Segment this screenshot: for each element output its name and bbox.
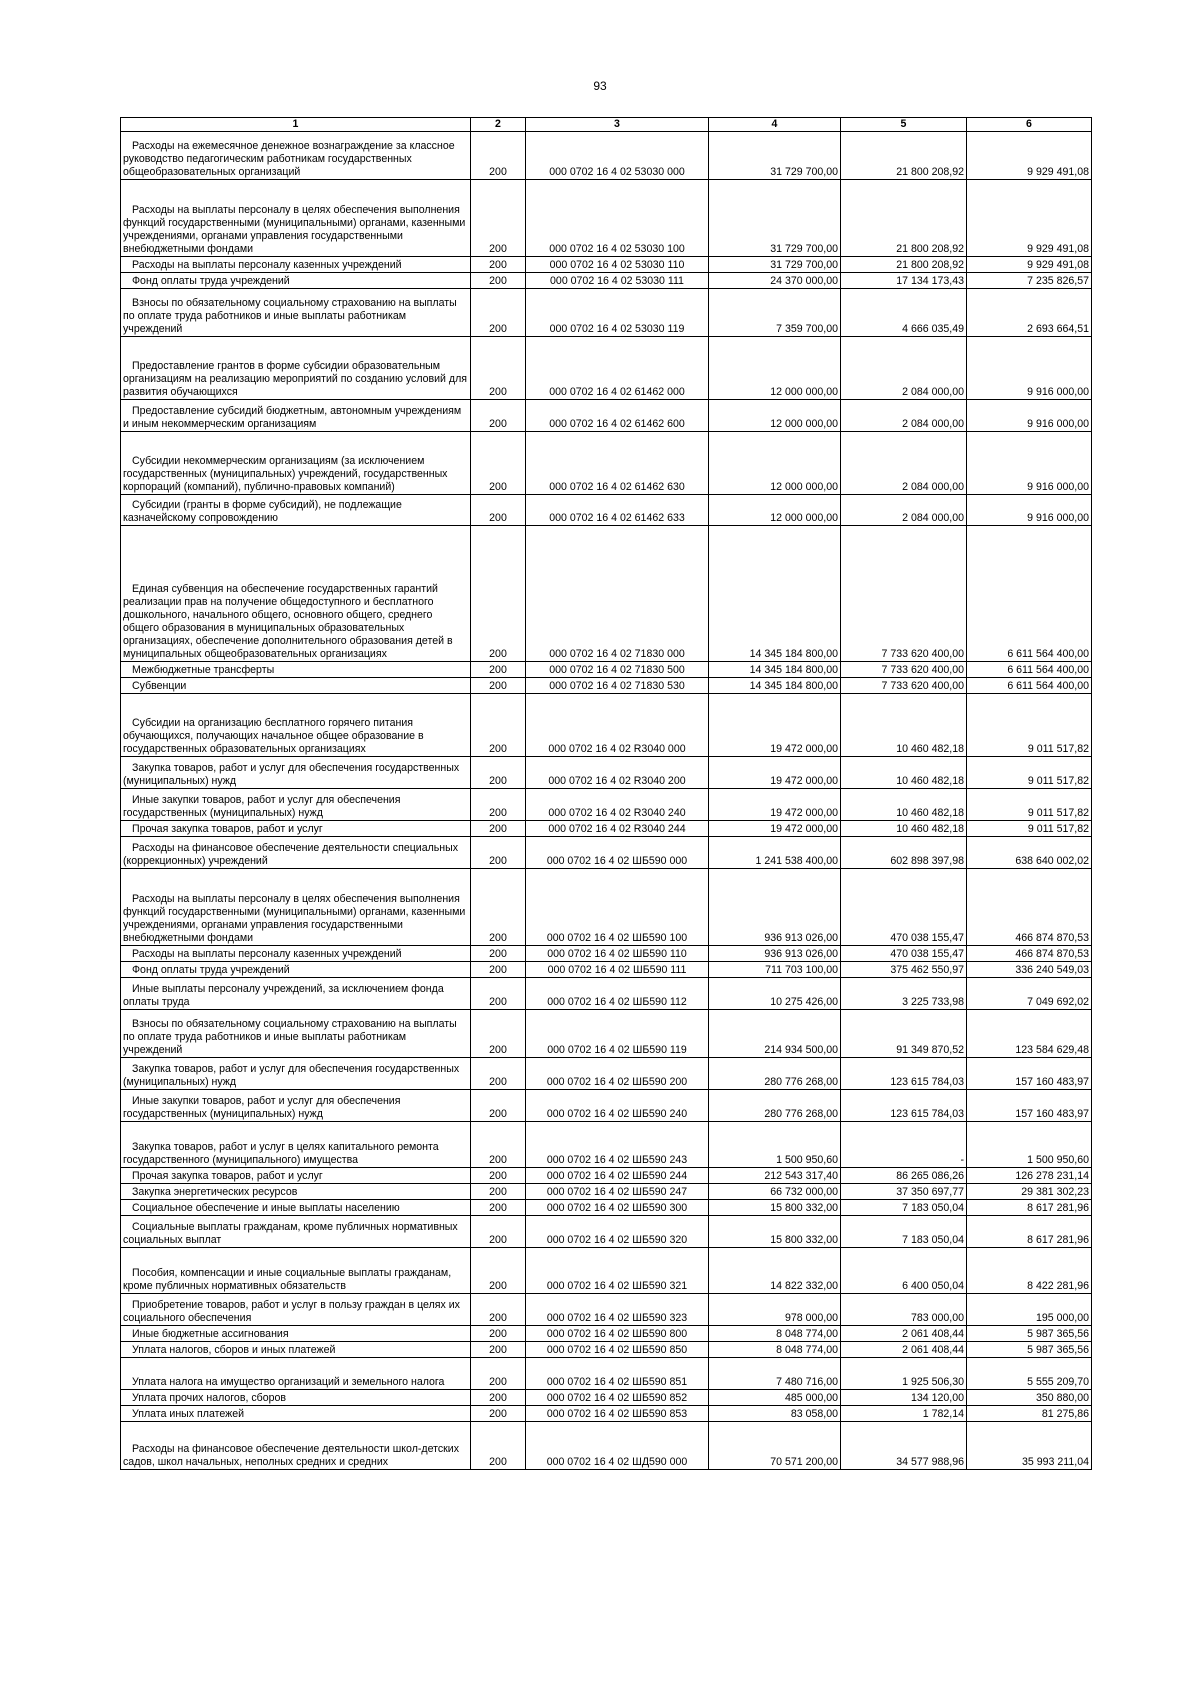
unexecuted-amount: 7 049 692,02	[967, 978, 1092, 1010]
unexecuted-amount: 466 874 870,53	[967, 946, 1092, 962]
row-name: Иные выплаты персоналу учреждений, за исключением фонда оплаты труда	[121, 978, 471, 1010]
budget-code: 000 0702 16 4 02 ШБ590 112	[526, 978, 709, 1010]
row-name: Закупка товаров, работ и услуг для обеспечения государственных (муниципальных) нужд	[121, 1058, 471, 1090]
unexecuted-amount: 9 929 491,08	[967, 132, 1092, 180]
unexecuted-amount: 126 278 231,14	[967, 1168, 1092, 1184]
unexecuted-amount: 5 555 209,70	[967, 1358, 1092, 1390]
line-code: 200	[471, 180, 526, 257]
executed-amount: 123 615 784,03	[841, 1090, 967, 1122]
unexecuted-amount: 466 874 870,53	[967, 869, 1092, 946]
line-code: 200	[471, 869, 526, 946]
budget-code: 000 0702 16 4 02 71830 500	[526, 662, 709, 678]
row-name: Субсидии (гранты в форме субсидий), не подлежащие казначейскому сопровождению	[121, 495, 471, 526]
budget-code: 000 0702 16 4 02 ШБ590 000	[526, 837, 709, 869]
approved-amount: 12 000 000,00	[709, 432, 841, 495]
approved-amount: 14 345 184 800,00	[709, 662, 841, 678]
row-name: Межбюджетные трансферты	[121, 662, 471, 678]
unexecuted-amount: 35 993 211,04	[967, 1422, 1092, 1470]
executed-amount: 21 800 208,92	[841, 257, 967, 273]
unexecuted-amount: 195 000,00	[967, 1294, 1092, 1326]
executed-amount: 1 782,14	[841, 1406, 967, 1422]
executed-amount: 6 400 050,04	[841, 1248, 967, 1294]
row-name: Прочая закупка товаров, работ и услуг	[121, 821, 471, 837]
budget-table	[120, 117, 1092, 1470]
unexecuted-amount: 8 617 281,96	[967, 1216, 1092, 1248]
approved-amount: 485 000,00	[709, 1390, 841, 1406]
executed-amount: 602 898 397,98	[841, 837, 967, 869]
unexecuted-amount: 9 011 517,82	[967, 757, 1092, 789]
row-name: Прочая закупка товаров, работ и услуг	[121, 1168, 471, 1184]
budget-code: 000 0702 16 4 02 53030 119	[526, 289, 709, 337]
approved-amount: 19 472 000,00	[709, 694, 841, 757]
line-code: 200	[471, 1122, 526, 1168]
table-row	[121, 180, 1092, 257]
line-code: 200	[471, 273, 526, 289]
executed-amount: 91 349 870,52	[841, 1010, 967, 1058]
executed-amount: 7 733 620 400,00	[841, 526, 967, 662]
executed-amount: 21 800 208,92	[841, 132, 967, 180]
line-code: 200	[471, 978, 526, 1010]
row-name: Расходы на выплаты персоналу казенных учреждений	[121, 946, 471, 962]
table-row	[121, 1390, 1092, 1406]
approved-amount: 1 500 950,60	[709, 1122, 841, 1168]
budget-code: 000 0702 16 4 02 ШБ590 800	[526, 1326, 709, 1342]
table-row	[121, 789, 1092, 821]
column-header: 4	[709, 118, 841, 132]
executed-amount: 37 350 697,77	[841, 1184, 967, 1200]
line-code: 200	[471, 495, 526, 526]
unexecuted-amount: 157 160 483,97	[967, 1058, 1092, 1090]
executed-amount: 375 462 550,97	[841, 962, 967, 978]
approved-amount: 12 000 000,00	[709, 400, 841, 432]
approved-amount: 936 913 026,00	[709, 869, 841, 946]
approved-amount: 15 800 332,00	[709, 1216, 841, 1248]
table-row	[121, 978, 1092, 1010]
executed-amount: 783 000,00	[841, 1294, 967, 1326]
unexecuted-amount: 1 500 950,60	[967, 1122, 1092, 1168]
line-code: 200	[471, 1422, 526, 1470]
budget-code: 000 0702 16 4 02 ШБ590 200	[526, 1058, 709, 1090]
budget-code: 000 0702 16 4 02 R3040 000	[526, 694, 709, 757]
row-name: Расходы на выплаты персоналу казенных учреждений	[121, 257, 471, 273]
unexecuted-amount: 6 611 564 400,00	[967, 678, 1092, 694]
table-row	[121, 1294, 1092, 1326]
budget-code: 000 0702 16 4 02 ШБ590 247	[526, 1184, 709, 1200]
executed-amount: 10 460 482,18	[841, 757, 967, 789]
line-code: 200	[471, 337, 526, 400]
approved-amount: 31 729 700,00	[709, 180, 841, 257]
approved-amount: 14 345 184 800,00	[709, 526, 841, 662]
line-code: 200	[471, 1326, 526, 1342]
unexecuted-amount: 157 160 483,97	[967, 1090, 1092, 1122]
table-body	[121, 132, 1092, 1470]
row-name: Пособия, компенсации и иные социальные выплаты гражданам, кроме публичных нормативных обязательств	[121, 1248, 471, 1294]
row-name: Расходы на финансовое обеспечение деятельности специальных (коррекционных) учреждений	[121, 837, 471, 869]
table-row	[121, 257, 1092, 273]
budget-code: 000 0702 16 4 02 ШД590 000	[526, 1422, 709, 1470]
row-name: Закупка товаров, работ и услуг для обеспечения государственных (муниципальных) нужд	[121, 757, 471, 789]
executed-amount: 2 084 000,00	[841, 495, 967, 526]
budget-code: 000 0702 16 4 02 53030 111	[526, 273, 709, 289]
row-name: Закупка энергетических ресурсов	[121, 1184, 471, 1200]
line-code: 200	[471, 1168, 526, 1184]
budget-code: 000 0702 16 4 02 71830 530	[526, 678, 709, 694]
column-header: 1	[121, 118, 471, 132]
table-row	[121, 1010, 1092, 1058]
line-code: 200	[471, 1010, 526, 1058]
line-code: 200	[471, 1216, 526, 1248]
row-name: Социальное обеспечение и иные выплаты населению	[121, 1200, 471, 1216]
row-name: Предоставление грантов в форме субсидии образовательным организациям на реализацию мероприятий по созданию условий для развития обучающихся	[121, 337, 471, 400]
budget-code: 000 0702 16 4 02 ШБ590 243	[526, 1122, 709, 1168]
row-name: Субвенции	[121, 678, 471, 694]
table-row	[121, 1090, 1092, 1122]
line-code: 200	[471, 757, 526, 789]
executed-amount: 10 460 482,18	[841, 789, 967, 821]
line-code: 200	[471, 962, 526, 978]
column-header: 3	[526, 118, 709, 132]
row-name: Уплата иных платежей	[121, 1406, 471, 1422]
approved-amount: 19 472 000,00	[709, 789, 841, 821]
row-name: Расходы на финансовое обеспечение деятельности школ-детских садов, школ начальных, неполных средних и средних	[121, 1422, 471, 1470]
executed-amount: 2 084 000,00	[841, 337, 967, 400]
approved-amount: 12 000 000,00	[709, 337, 841, 400]
unexecuted-amount: 638 640 002,02	[967, 837, 1092, 869]
executed-amount: 10 460 482,18	[841, 821, 967, 837]
row-name: Уплата прочих налогов, сборов	[121, 1390, 471, 1406]
table-row	[121, 1326, 1092, 1342]
approved-amount: 280 776 268,00	[709, 1090, 841, 1122]
budget-code: 000 0702 16 4 02 53030 000	[526, 132, 709, 180]
approved-amount: 711 703 100,00	[709, 962, 841, 978]
executed-amount: 21 800 208,92	[841, 180, 967, 257]
unexecuted-amount: 9 929 491,08	[967, 257, 1092, 273]
row-name: Взносы по обязательному социальному страхованию на выплаты по оплате труда работников и иные выплаты работникам учреждений	[121, 1010, 471, 1058]
unexecuted-amount: 336 240 549,03	[967, 962, 1092, 978]
table-row	[121, 495, 1092, 526]
executed-amount: 470 038 155,47	[841, 869, 967, 946]
line-code: 200	[471, 694, 526, 757]
row-name: Иные закупки товаров, работ и услуг для обеспечения государственных (муниципальных) нужд	[121, 1090, 471, 1122]
unexecuted-amount: 6 611 564 400,00	[967, 662, 1092, 678]
approved-amount: 8 048 774,00	[709, 1326, 841, 1342]
executed-amount: 7 183 050,04	[841, 1216, 967, 1248]
table-row	[121, 1422, 1092, 1470]
line-code: 200	[471, 1200, 526, 1216]
line-code: 200	[471, 400, 526, 432]
budget-code: 000 0702 16 4 02 ШБ590 300	[526, 1200, 709, 1216]
row-name: Фонд оплаты труда учреждений	[121, 962, 471, 978]
row-name: Фонд оплаты труда учреждений	[121, 273, 471, 289]
approved-amount: 14 822 332,00	[709, 1248, 841, 1294]
row-name: Расходы на выплаты персоналу в целях обеспечения выполнения функций государственными (муниципальными) органами, казенными учреждениями, органами управления государственными внебюджетными фондами	[121, 180, 471, 257]
line-code: 200	[471, 1248, 526, 1294]
unexecuted-amount: 81 275,86	[967, 1406, 1092, 1422]
approved-amount: 24 370 000,00	[709, 273, 841, 289]
executed-amount: 4 666 035,49	[841, 289, 967, 337]
budget-code: 000 0702 16 4 02 R3040 244	[526, 821, 709, 837]
line-code: 200	[471, 1090, 526, 1122]
line-code: 200	[471, 1184, 526, 1200]
table-row	[121, 1122, 1092, 1168]
line-code: 200	[471, 289, 526, 337]
table-row	[121, 526, 1092, 662]
column-header: 5	[841, 118, 967, 132]
line-code: 200	[471, 1406, 526, 1422]
row-name: Закупка товаров, работ и услуг в целях капитального ремонта государственного (муниципального) имущества	[121, 1122, 471, 1168]
table-row	[121, 1248, 1092, 1294]
row-name: Уплата налогов, сборов и иных платежей	[121, 1342, 471, 1358]
approved-amount: 14 345 184 800,00	[709, 678, 841, 694]
table-row	[121, 1200, 1092, 1216]
approved-amount: 70 571 200,00	[709, 1422, 841, 1470]
unexecuted-amount: 9 011 517,82	[967, 789, 1092, 821]
row-name: Расходы на выплаты персоналу в целях обеспечения выполнения функций государственными (муниципальными) органами, казенными учреждениями, органами управления государственными внебюджетными фондами	[121, 869, 471, 946]
line-code: 200	[471, 662, 526, 678]
row-name: Иные бюджетные ассигнования	[121, 1326, 471, 1342]
table-row	[121, 1184, 1092, 1200]
row-name: Единая субвенция на обеспечение государственных гарантий реализации прав на получение общедоступного и бесплатного дошкольного, начального общего, основного общего, среднего общего образования в муниципальных образовательных организациях, обеспечение дополнительного образования детей в муниципальных общеобразовательных организациях	[121, 526, 471, 662]
executed-amount: 2 061 408,44	[841, 1326, 967, 1342]
executed-amount: 7 733 620 400,00	[841, 662, 967, 678]
approved-amount: 7 480 716,00	[709, 1358, 841, 1390]
table-row	[121, 400, 1092, 432]
executed-amount: 17 134 173,43	[841, 273, 967, 289]
table-row	[121, 132, 1092, 180]
line-code: 200	[471, 1358, 526, 1390]
approved-amount: 978 000,00	[709, 1294, 841, 1326]
row-name: Предоставление субсидий бюджетным, автономным учреждениям и иным некоммерческим организациям	[121, 400, 471, 432]
approved-amount: 214 934 500,00	[709, 1010, 841, 1058]
table-row	[121, 837, 1092, 869]
budget-code: 000 0702 16 4 02 71830 000	[526, 526, 709, 662]
column-header: 6	[967, 118, 1092, 132]
table-row	[121, 1058, 1092, 1090]
executed-amount: 134 120,00	[841, 1390, 967, 1406]
approved-amount: 31 729 700,00	[709, 257, 841, 273]
budget-code: 000 0702 16 4 02 ШБ590 111	[526, 962, 709, 978]
unexecuted-amount: 2 693 664,51	[967, 289, 1092, 337]
budget-code: 000 0702 16 4 02 ШБ590 853	[526, 1406, 709, 1422]
line-code: 200	[471, 678, 526, 694]
unexecuted-amount: 9 916 000,00	[967, 400, 1092, 432]
unexecuted-amount: 6 611 564 400,00	[967, 526, 1092, 662]
unexecuted-amount: 29 381 302,23	[967, 1184, 1092, 1200]
executed-amount: 470 038 155,47	[841, 946, 967, 962]
executed-amount: 2 084 000,00	[841, 400, 967, 432]
line-code: 200	[471, 837, 526, 869]
line-code: 200	[471, 1390, 526, 1406]
unexecuted-amount: 9 916 000,00	[967, 495, 1092, 526]
table-row	[121, 337, 1092, 400]
unexecuted-amount: 9 011 517,82	[967, 821, 1092, 837]
budget-code: 000 0702 16 4 02 61462 600	[526, 400, 709, 432]
table-row	[121, 1358, 1092, 1390]
approved-amount: 15 800 332,00	[709, 1200, 841, 1216]
executed-amount: 1 925 506,30	[841, 1358, 967, 1390]
page-number: 93	[593, 79, 607, 93]
line-code: 200	[471, 132, 526, 180]
table-row	[121, 757, 1092, 789]
budget-code: 000 0702 16 4 02 ШБ590 100	[526, 869, 709, 946]
executed-amount: 3 225 733,98	[841, 978, 967, 1010]
budget-code: 000 0702 16 4 02 ШБ590 244	[526, 1168, 709, 1184]
unexecuted-amount: 7 235 826,57	[967, 273, 1092, 289]
budget-code: 000 0702 16 4 02 R3040 240	[526, 789, 709, 821]
executed-amount: 2 084 000,00	[841, 432, 967, 495]
approved-amount: 280 776 268,00	[709, 1058, 841, 1090]
line-code: 200	[471, 257, 526, 273]
row-name: Взносы по обязательному социальному страхованию на выплаты по оплате труда работников и иные выплаты работникам учреждений	[121, 289, 471, 337]
approved-amount: 19 472 000,00	[709, 821, 841, 837]
unexecuted-amount: 123 584 629,48	[967, 1010, 1092, 1058]
budget-code: 000 0702 16 4 02 ШБ590 240	[526, 1090, 709, 1122]
budget-code: 000 0702 16 4 02 53030 100	[526, 180, 709, 257]
unexecuted-amount: 8 617 281,96	[967, 1200, 1092, 1216]
table-row	[121, 694, 1092, 757]
table-row	[121, 962, 1092, 978]
table-row	[121, 1216, 1092, 1248]
table-row	[121, 662, 1092, 678]
unexecuted-amount: 9 929 491,08	[967, 180, 1092, 257]
row-name: Субсидии некоммерческим организациям (за исключением государственных (муниципальных) учреждений, государственных корпораций (компаний), публично-правовых компаний)	[121, 432, 471, 495]
approved-amount: 8 048 774,00	[709, 1342, 841, 1358]
line-code: 200	[471, 946, 526, 962]
unexecuted-amount: 5 987 365,56	[967, 1326, 1092, 1342]
budget-code: 000 0702 16 4 02 ШБ590 323	[526, 1294, 709, 1326]
budget-code: 000 0702 16 4 02 ШБ590 119	[526, 1010, 709, 1058]
table-row	[121, 869, 1092, 946]
budget-code: 000 0702 16 4 02 61462 000	[526, 337, 709, 400]
budget-code: 000 0702 16 4 02 61462 633	[526, 495, 709, 526]
table-row	[121, 821, 1092, 837]
budget-code: 000 0702 16 4 02 ШБ590 852	[526, 1390, 709, 1406]
executed-amount: 7 733 620 400,00	[841, 678, 967, 694]
row-name: Расходы на ежемесячное денежное вознаграждение за классное руководство педагогическим работникам государственных общеобразовательных организаций	[121, 132, 471, 180]
approved-amount: 31 729 700,00	[709, 132, 841, 180]
table-row	[121, 678, 1092, 694]
approved-amount: 1 241 538 400,00	[709, 837, 841, 869]
approved-amount: 66 732 000,00	[709, 1184, 841, 1200]
row-name: Социальные выплаты гражданам, кроме публичных нормативных социальных выплат	[121, 1216, 471, 1248]
line-code: 200	[471, 1342, 526, 1358]
unexecuted-amount: 9 916 000,00	[967, 337, 1092, 400]
unexecuted-amount: 8 422 281,96	[967, 1248, 1092, 1294]
line-code: 200	[471, 1294, 526, 1326]
approved-amount: 83 058,00	[709, 1406, 841, 1422]
row-name: Субсидии на организацию бесплатного горячего питания обучающихся, получающих начальное общее образование в государственных образовательных организациях	[121, 694, 471, 757]
row-name: Приобретение товаров, работ и услуг в пользу граждан в целях их социального обеспечения	[121, 1294, 471, 1326]
approved-amount: 7 359 700,00	[709, 289, 841, 337]
approved-amount: 10 275 426,00	[709, 978, 841, 1010]
table-row	[121, 1342, 1092, 1358]
approved-amount: 12 000 000,00	[709, 495, 841, 526]
line-code: 200	[471, 526, 526, 662]
executed-amount: 7 183 050,04	[841, 1200, 967, 1216]
budget-code: 000 0702 16 4 02 ШБ590 110	[526, 946, 709, 962]
column-header: 2	[471, 118, 526, 132]
table-row	[121, 1168, 1092, 1184]
line-code: 200	[471, 432, 526, 495]
approved-amount: 212 543 317,40	[709, 1168, 841, 1184]
unexecuted-amount: 9 916 000,00	[967, 432, 1092, 495]
budget-code: 000 0702 16 4 02 61462 630	[526, 432, 709, 495]
budget-code: 000 0702 16 4 02 ШБ590 320	[526, 1216, 709, 1248]
executed-amount: 34 577 988,96	[841, 1422, 967, 1470]
table-row	[121, 432, 1092, 495]
table-row	[121, 273, 1092, 289]
budget-code: 000 0702 16 4 02 ШБ590 321	[526, 1248, 709, 1294]
row-name: Иные закупки товаров, работ и услуг для обеспечения государственных (муниципальных) нужд	[121, 789, 471, 821]
unexecuted-amount: 9 011 517,82	[967, 694, 1092, 757]
line-code: 200	[471, 789, 526, 821]
line-code: 200	[471, 1058, 526, 1090]
budget-code: 000 0702 16 4 02 R3040 200	[526, 757, 709, 789]
executed-amount: 2 061 408,44	[841, 1342, 967, 1358]
executed-amount: 10 460 482,18	[841, 694, 967, 757]
executed-amount: 86 265 086,26	[841, 1168, 967, 1184]
budget-code: 000 0702 16 4 02 53030 110	[526, 257, 709, 273]
table-row	[121, 289, 1092, 337]
budget-code: 000 0702 16 4 02 ШБ590 851	[526, 1358, 709, 1390]
approved-amount: 19 472 000,00	[709, 757, 841, 789]
header-row	[121, 118, 1092, 132]
table-row	[121, 1406, 1092, 1422]
table-row	[121, 946, 1092, 962]
unexecuted-amount: 350 880,00	[967, 1390, 1092, 1406]
line-code: 200	[471, 821, 526, 837]
executed-amount: 123 615 784,03	[841, 1058, 967, 1090]
executed-amount: -	[841, 1122, 967, 1168]
unexecuted-amount: 5 987 365,56	[967, 1342, 1092, 1358]
approved-amount: 936 913 026,00	[709, 946, 841, 962]
budget-code: 000 0702 16 4 02 ШБ590 850	[526, 1342, 709, 1358]
row-name: Уплата налога на имущество организаций и земельного налога	[121, 1358, 471, 1390]
